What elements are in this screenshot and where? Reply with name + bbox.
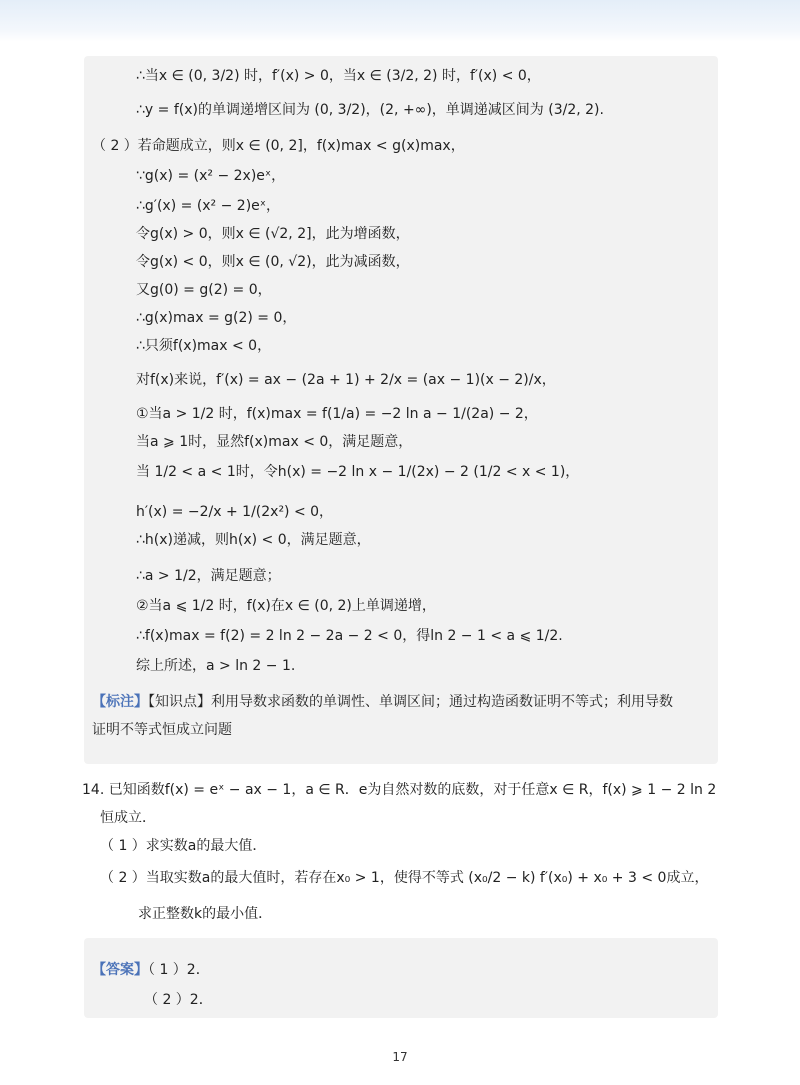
solution-line: ∴y = f(x)的单调递增区间为 (0, 3/2)，(2, +∞)，单调递减区间为 (3/2, 2). (136, 102, 604, 118)
header-band (0, 0, 800, 42)
solution-line: ∵g(x) = (x² − 2x)eˣ， (136, 168, 286, 184)
solution-line: h′(x) = −2/x + 1/(2x²) < 0， (136, 504, 334, 520)
solution-line: ∴a > 1/2，满足题意； (136, 568, 281, 584)
solution-line: ∴当x ∈ (0, 3/2) 时，f′(x) > 0，当x ∈ (3/2, 2) 时，f′(x) < 0， (136, 68, 541, 84)
problem-statement-cont: 恒成立． (100, 810, 156, 826)
problem-statement: 14. 已知函数f(x) = eˣ − ax − 1，a ∈ R．e为自然对数的底数，对于任意x ∈ R，f(x) ⩾ 1 − 2 ln 2 (82, 782, 717, 798)
solution-line: 当a ⩾ 1时，显然f(x)max < 0，满足题意， (136, 434, 413, 450)
answer-line-1 (92, 960, 210, 980)
annotation-line-1 (92, 692, 673, 712)
solution-line: ∴g(x)max = g(2) = 0， (136, 310, 297, 326)
solution-line: ∴h(x)递减，则h(x) < 0，满足题意， (136, 532, 371, 548)
page-number: 17 (392, 1050, 408, 1064)
problem-part-2-cont: 求正整数k的最小值． (138, 906, 273, 922)
solution-line: ∴只须f(x)max < 0， (136, 338, 272, 354)
solution-line: 令g(x) < 0，则x ∈ (0, √2)，此为减函数， (136, 254, 410, 270)
annotation-text: 【知识点】利用导数求函数的单调性、单调区间；通过构造函数证明不等式；利用导数 (148, 694, 673, 710)
answer-label: 【答案】 (92, 962, 148, 978)
answer-1: （ 1 ）2． (148, 962, 210, 978)
solution-line: 又g(0) = g(2) = 0， (136, 282, 272, 298)
problem-part-2: （ 2 ）当取实数a的最大值时，若存在x₀ > 1，使得不等式 (x₀/2 − k) f′(x₀) + x₀ + 3 < 0成立， (100, 870, 709, 886)
solution-line: ∴g′(x) = (x² − 2)eˣ， (136, 198, 280, 214)
answer-2: （ 2 ）2． (144, 992, 213, 1008)
solution-line: 对f(x)来说，f′(x) = ax − (2a + 1) + 2/x = (ax − 1)(x − 2)/x， (136, 372, 556, 388)
solution-line: 令g(x) > 0，则x ∈ (√2, 2]，此为增函数， (136, 226, 410, 242)
solution-line: （ 2 ）若命题成立，则x ∈ (0, 2]，f(x)max < g(x)max， (92, 138, 465, 154)
annotation-label: 【标注】 (92, 694, 148, 710)
problem-part-1: （ 1 ）求实数a的最大值． (100, 838, 267, 854)
annotation-line-2: 证明不等式恒成立问题 (92, 722, 232, 738)
solution-line: 当 1/2 < a < 1时，令h(x) = −2 ln x − 1/(2x) − 2 (1/2 < x < 1)， (136, 464, 580, 480)
solution-line: 综上所述，a > ln 2 − 1. (136, 658, 296, 674)
solution-line: ②当a ⩽ 1/2 时，f(x)在x ∈ (0, 2)上单调递增， (136, 598, 436, 614)
solution-line: ∴f(x)max = f(2) = 2 ln 2 − 2a − 2 < 0，得ln 2 − 1 < a ⩽ 1/2. (136, 628, 563, 644)
solution-line: ①当a > 1/2 时，f(x)max = f(1/a) = −2 ln a − 1/(2a) − 2， (136, 406, 538, 422)
